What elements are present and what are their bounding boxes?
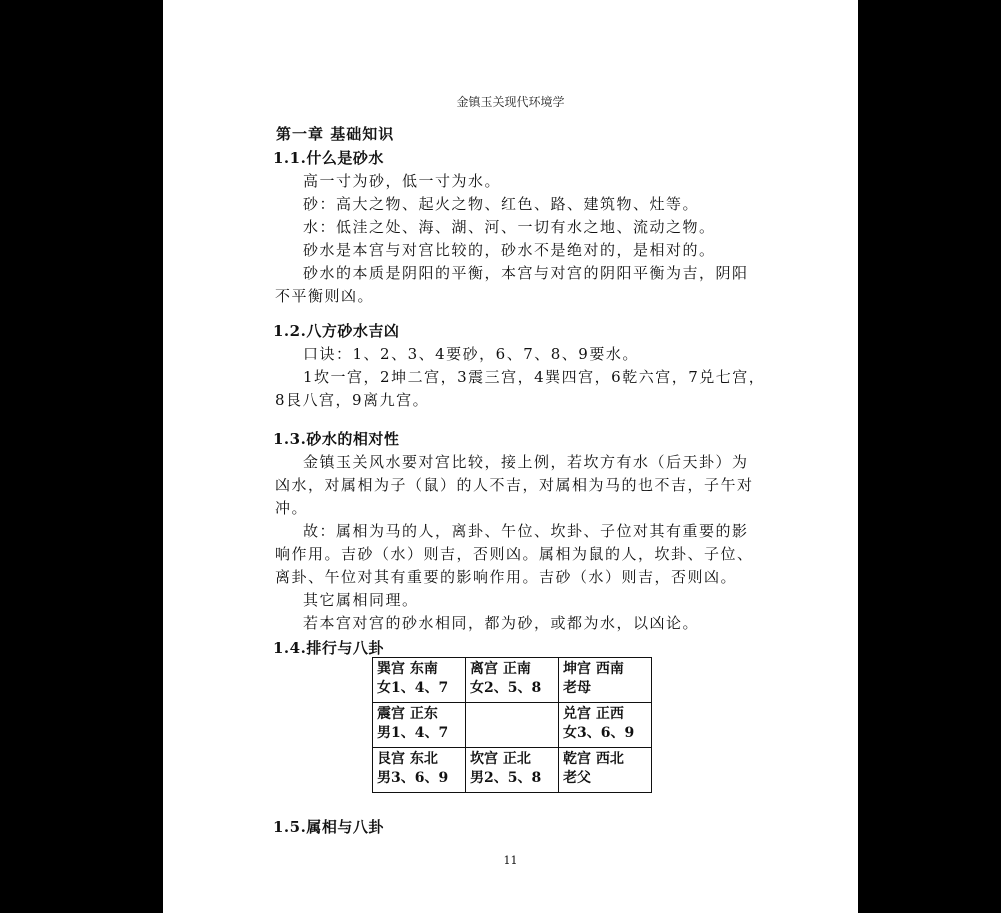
section-heading: 1.2.八方砂水吉凶	[273, 322, 400, 340]
paragraph-line: 砂水的本质是阴阳的平衡，本宫与对宫的阴阳平衡为吉，阴阳	[303, 264, 749, 282]
paragraph-line: 高一寸为砂，低一寸为水。	[303, 172, 502, 190]
table-cell: 坎宫 正北 男2、5、8	[466, 748, 559, 793]
paragraph-line: 凶水，对属相为子（鼠）的人不吉，对属相为马的也不吉，子午对	[275, 476, 754, 494]
table-row	[373, 703, 652, 748]
paragraph-line: 响作用。吉砂（水）则吉，否则凶。属相为鼠的人，坎卦、子位、	[275, 545, 754, 563]
table-cell	[466, 703, 559, 748]
paragraph-line: 故：属相为马的人，离卦、午位、坎卦、子位对其有重要的影	[303, 522, 749, 540]
table-cell: 艮宫 东北 男3、6、9	[373, 748, 466, 793]
table-row	[373, 658, 652, 703]
paragraph-line: 离卦、午位对其有重要的影响作用。吉砂（水）则吉，否则凶。	[275, 568, 738, 586]
running-header: 金镇玉关现代环境学	[456, 95, 565, 109]
paragraph-line: 砂：高大之物、起火之物、红色、路、建筑物、灶等。	[303, 195, 700, 213]
paragraph-line: 金镇玉关风水要对宫比较，接上例，若坎方有水（后天卦）为	[303, 453, 749, 471]
section-heading: 1.3.砂水的相对性	[273, 430, 400, 448]
section-heading: 1.4.排行与八卦	[273, 639, 384, 657]
paragraph-line: 水：低洼之处、海、湖、河、一切有水之地、流动之物。	[303, 218, 716, 236]
page-number: 11	[503, 854, 518, 867]
paragraph-line: 砂水是本宫与对宫比较的，砂水不是绝对的，是相对的。	[303, 241, 716, 259]
table-cell: 巽宫 东南 女1、4、7	[373, 658, 466, 703]
paragraph-line: 若本宫对宫的砂水相同，都为砂，或都为水，以凶论。	[303, 614, 700, 632]
table-cell: 离宫 正南 女2、5、8	[466, 658, 559, 703]
chapter-title: 第一章 基础知识	[276, 125, 395, 143]
paragraph-line: 口诀：1、2、3、4要砂，6、7、8、9要水。	[303, 345, 639, 363]
document-page	[163, 0, 858, 913]
paragraph-line: 冲。	[275, 499, 309, 517]
table-cell: 兑宫 正西 女3、6、9	[559, 703, 652, 748]
paragraph-line: 8艮八宫，9离九宫。	[275, 391, 430, 409]
table-row	[373, 748, 652, 793]
paragraph-line: 其它属相同理。	[303, 591, 419, 609]
section-heading: 1.1.什么是砂水	[273, 149, 384, 167]
paragraph-line: 不平衡则凶。	[275, 287, 375, 305]
section-heading: 1.5.属相与八卦	[273, 818, 384, 836]
bagua-table	[372, 657, 652, 793]
table-cell: 乾宫 西北 老父	[559, 748, 652, 793]
table-cell: 震宫 正东 男1、4、7	[373, 703, 466, 748]
paragraph-line: 1坎一宫，2坤二宫，3震三宫，4巽四宫，6乾六宫，7兑七宫，	[303, 368, 766, 386]
table-cell: 坤宫 西南 老母	[559, 658, 652, 703]
